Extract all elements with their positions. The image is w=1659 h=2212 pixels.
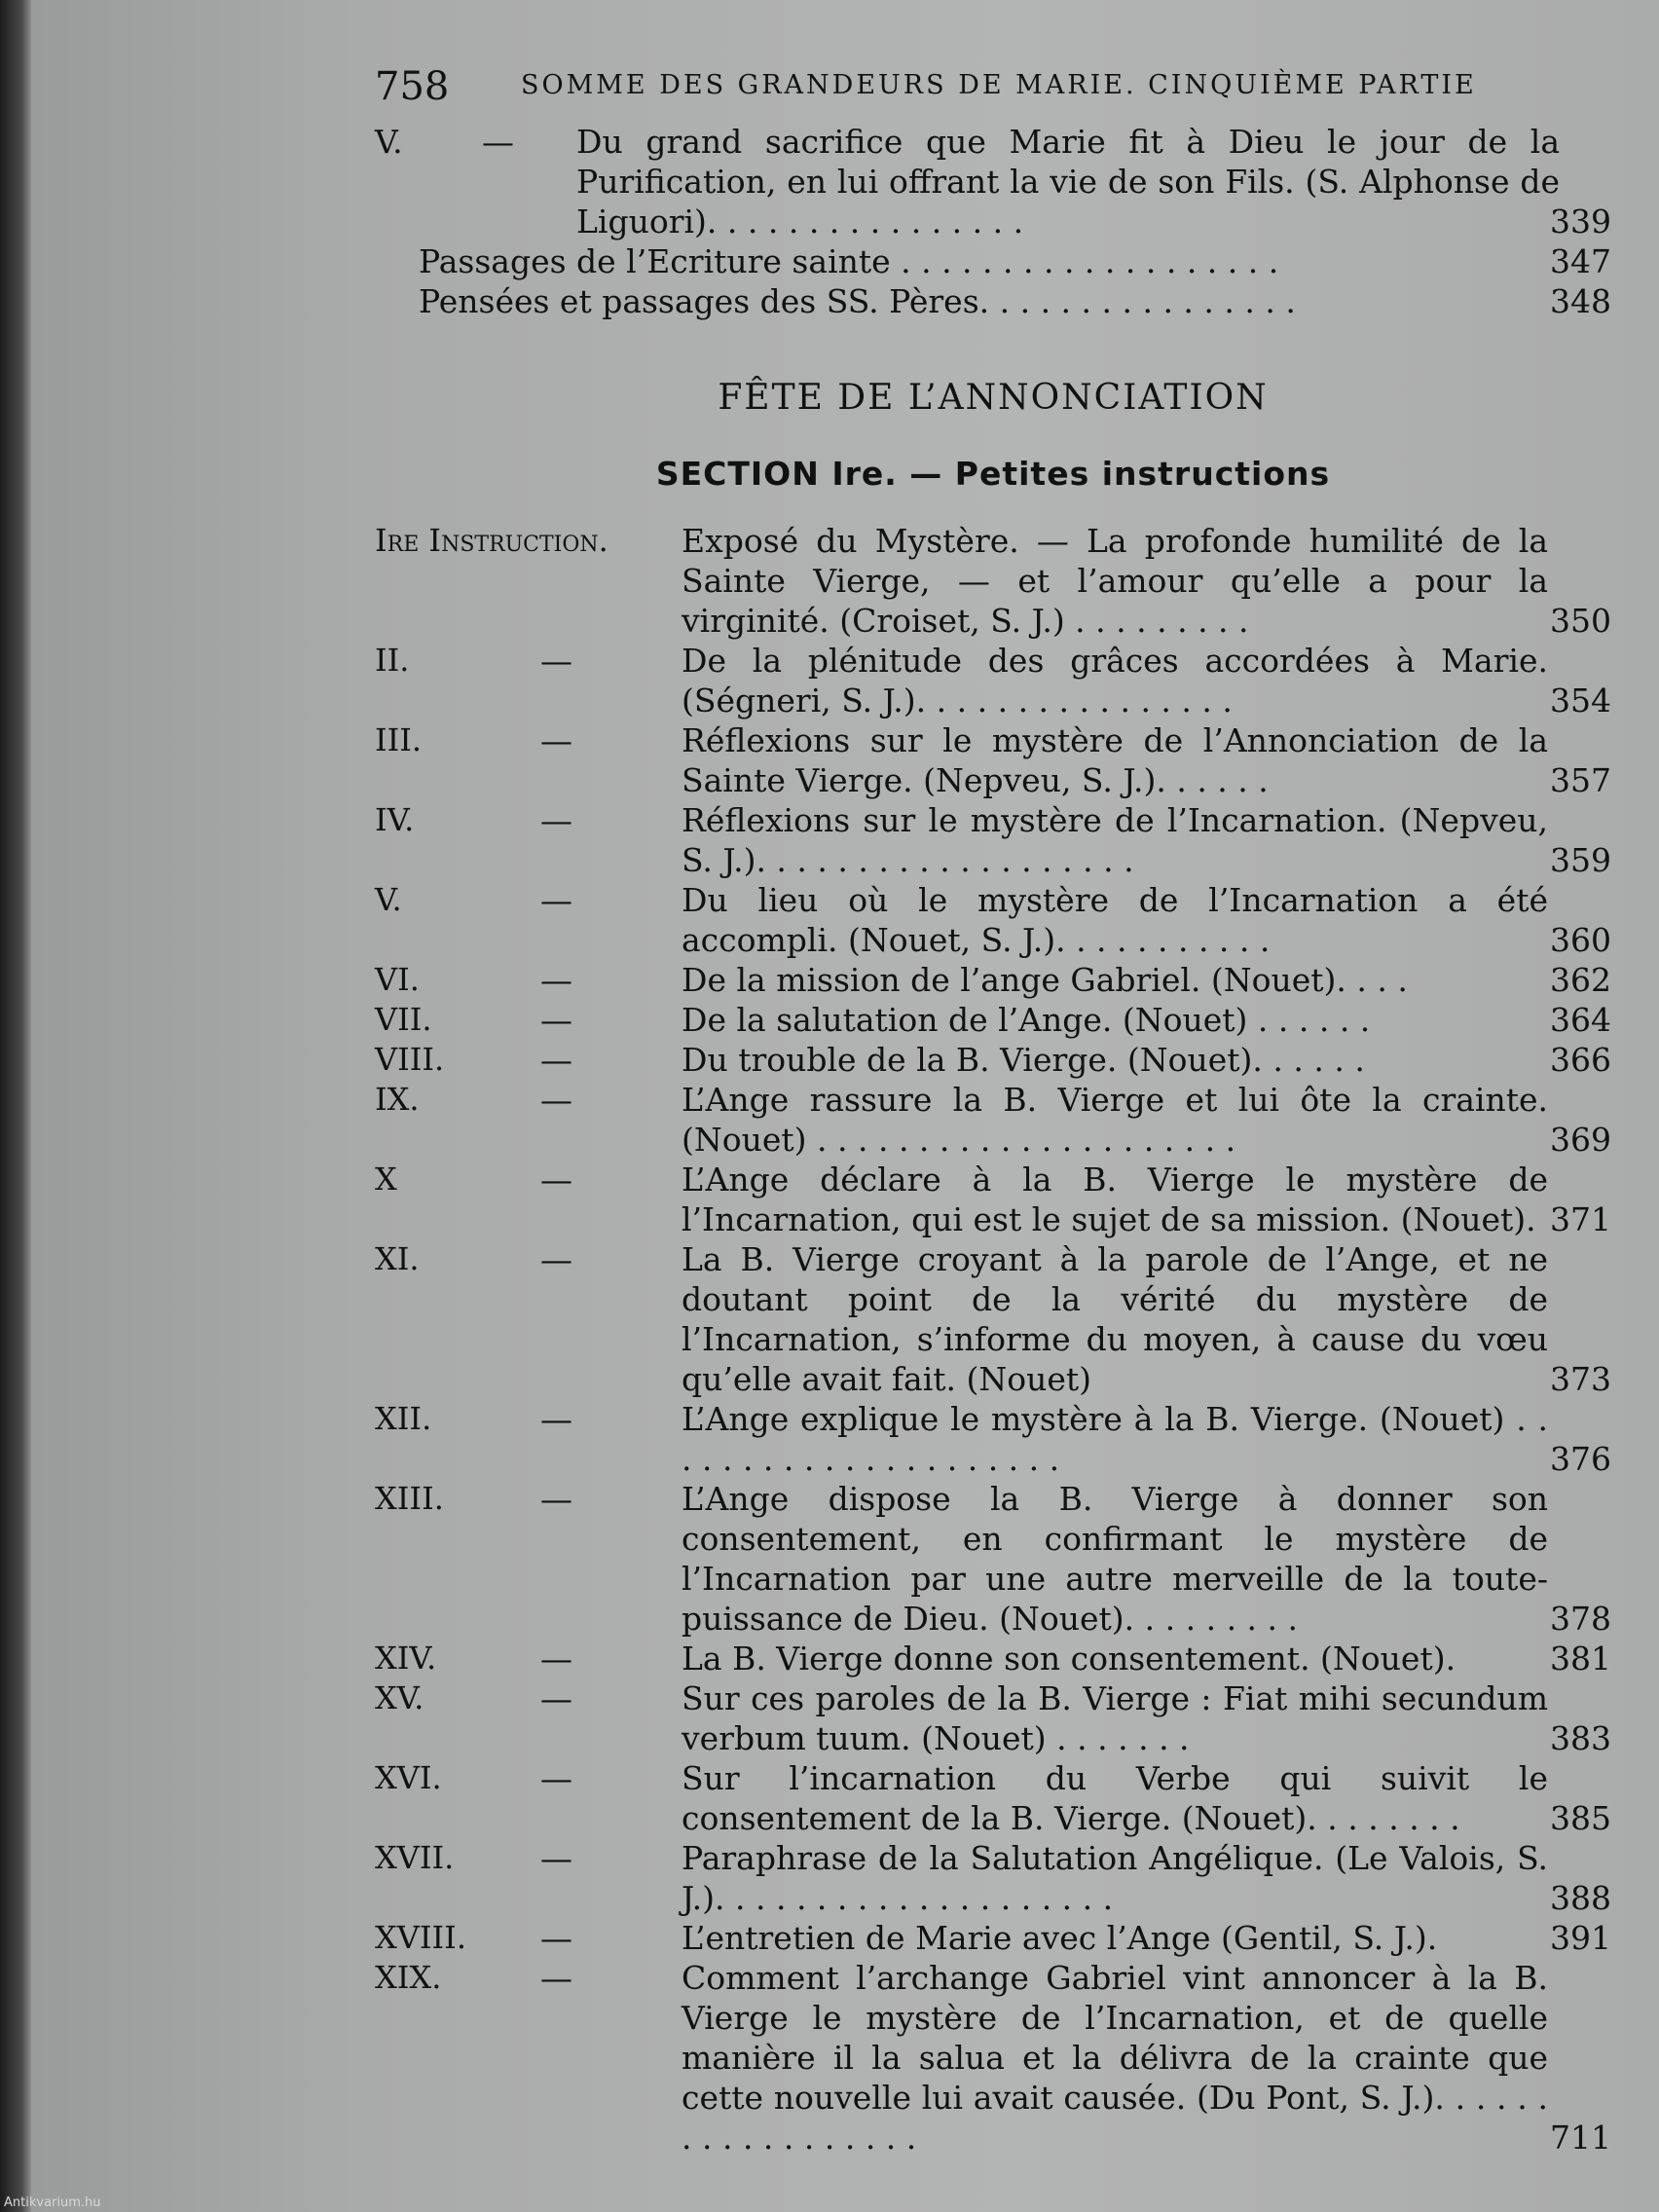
toc-line <box>375 241 1611 281</box>
entry-dash: — <box>482 123 514 161</box>
entry-number: III. <box>375 721 423 758</box>
entry-dash: — <box>540 642 572 680</box>
entry-text: De la salutation de l’Ange. (Nouet) . . . . . . <box>682 1001 1371 1039</box>
entry-text: Du trouble de la B. Vierge. (Nouet). . . . . . <box>682 1041 1365 1079</box>
entry-text: L’Ange dispose la B. Vierge à donner son consentement, en confirmant le mystère de l’Incarnation par une autre merveille de la toute-puissance de Dieu. (Nouet). . . . . . . . . <box>682 1480 1548 1638</box>
toc-line <box>375 281 1611 321</box>
entry-number: IV. <box>375 801 415 838</box>
feast-title: FÊTE DE L’ANNONCIATION <box>718 378 1269 418</box>
toc-entry <box>375 641 1611 720</box>
entry-page: 391 <box>1550 1919 1611 1957</box>
entry-number: V. <box>375 881 402 918</box>
entry-page: 373 <box>1550 1360 1611 1398</box>
entry-page: 388 <box>1550 1879 1611 1917</box>
entry-text: L’Ange explique le mystère à la B. Vierge. (Nouet) . . . . . . . . . . . . . . . . . . . . . <box>682 1400 1548 1478</box>
toc-entry <box>375 1918 1611 1958</box>
page-edge-shadow <box>0 0 31 2212</box>
entry-number: X <box>375 1161 397 1198</box>
entry-page: 385 <box>1550 1799 1611 1837</box>
toc-entry <box>375 1678 1611 1758</box>
entry-number: IX. <box>375 1081 420 1118</box>
toc-entry <box>375 1479 1611 1639</box>
toc-entry <box>375 800 1611 880</box>
entry-page: 357 <box>1550 761 1611 799</box>
toc-entry <box>375 122 1611 241</box>
toc-entry <box>375 880 1611 960</box>
entry-text: De la plénitude des grâces accordées à Marie. (Ségneri, S. J.). . . . . . . . . . . . . . . . <box>682 642 1548 719</box>
entry-dash: — <box>540 1919 572 1957</box>
entry-dash: — <box>540 721 572 759</box>
entry-text: Exposé du Mystère. — La profonde humilité de la Sainte Vierge, — et l’amour qu’elle a pour la virginité. (Croiset, S. J.) . . . . . . . . . <box>682 522 1548 640</box>
toc-entry <box>375 1239 1611 1399</box>
entry-dash: — <box>540 1081 572 1119</box>
entry-number: VI. <box>375 961 420 998</box>
entry-number: XIII. <box>375 1480 444 1517</box>
entry-text: Sur ces paroles de la B. Vierge : Fiat mihi secundum verbum tuum. (Nouet) . . . . . . . <box>682 1679 1548 1757</box>
entry-page: 354 <box>1550 682 1611 719</box>
instruction-list <box>375 521 1611 2157</box>
toc-entry <box>375 720 1611 800</box>
entry-dash: — <box>540 801 572 839</box>
entry-text: Réflexions sur le mystère de l’Annonciation de la Sainte Vierge. (Nepveu, S. J.). . . . . . <box>682 721 1548 799</box>
page-header <box>375 64 1477 123</box>
entry-number: VII. <box>375 1001 432 1038</box>
watermark: Antikvarium.hu <box>4 2195 101 2210</box>
entry-number: XVI. <box>375 1759 442 1796</box>
toc-entry <box>375 1399 1611 1479</box>
page-number: 758 <box>375 64 450 109</box>
section-heading: SECTION Ire. — Petites instructions <box>655 455 1331 493</box>
entry-dash: — <box>540 1480 572 1518</box>
entry-page: 376 <box>1550 1440 1611 1478</box>
entry-number: XVIII. <box>375 1919 466 1956</box>
entry-page: 366 <box>1550 1041 1611 1079</box>
entry-number: Ire Instruction. <box>375 522 608 559</box>
line-page: 348 <box>1550 282 1611 320</box>
entry-text: L’Ange déclare à la B. Vierge le mystère de l’Incarnation, qui est le sujet de sa mission. (Nouet). <box>682 1161 1548 1238</box>
entry-number: XV. <box>375 1679 424 1716</box>
entry-number: XII. <box>375 1400 432 1437</box>
entry-dash: — <box>540 1759 572 1797</box>
entry-number: XI. <box>375 1240 420 1277</box>
entry-text: Du grand sacrifice que Marie fit à Dieu le jour de la Purification, en lui offrant la vie de son Fils. (S. Alphonse de Liguori). . . . . . . . . . . . . . . . <box>576 123 1560 240</box>
line-page: 347 <box>1550 242 1611 280</box>
entry-page: 378 <box>1550 1600 1611 1638</box>
entry-dash: — <box>540 1041 572 1079</box>
entry-text: Comment l’archange Gabriel vint annoncer à la B. Vierge le mystère de l’Incarnation, et de quelle manière il la salua et la délivra de la crainte que cette nouvelle lui avait causée. (Du Pont, S. J.). . . . . . . . . . . . . . . . . . <box>682 1959 1548 2157</box>
entry-dash: — <box>540 1400 572 1438</box>
entry-page: 364 <box>1550 1001 1611 1039</box>
running-title: SOMME DES GRANDEURS DE MARIE. CINQUIÈME PARTIE <box>521 70 1477 100</box>
top-entries <box>375 122 1611 321</box>
entry-number: V. <box>375 123 403 161</box>
entry-page: 369 <box>1550 1121 1611 1159</box>
entry-page: 359 <box>1550 841 1611 879</box>
entry-text: Réflexions sur le mystère de l’Incarnation. (Nepveu, S. J.). . . . . . . . . . . . . . . . . . . <box>682 801 1548 879</box>
entry-page: 350 <box>1550 602 1611 640</box>
toc-entry <box>375 1838 1611 1918</box>
entry-text: La B. Vierge croyant à la parole de l’Ange, et ne doutant point de la vérité du mystère de l’Incarnation, s’informe du moyen, à cause du vœu qu’elle avait fait. (Nouet) <box>682 1240 1548 1398</box>
entry-page: 381 <box>1550 1640 1611 1677</box>
entry-dash: — <box>540 1959 572 1997</box>
line-text: Passages de l’Ecriture sainte . . . . . . . . . . . . . . . . . . . <box>419 242 1279 280</box>
entry-page: 383 <box>1550 1719 1611 1757</box>
entry-dash: — <box>540 1640 572 1677</box>
entry-text: L’Ange rassure la B. Vierge et lui ôte la crainte. (Nouet) . . . . . . . . . . . . . . . . . . . . . <box>682 1081 1548 1159</box>
toc-entry <box>375 1000 1611 1040</box>
entry-dash: — <box>540 1240 572 1278</box>
toc-entry <box>375 1080 1611 1160</box>
entry-text: Du lieu où le mystère de l’Incarnation a été accompli. (Nouet, S. J.). . . . . . . . . . . <box>682 881 1548 959</box>
entry-dash: — <box>540 1839 572 1877</box>
entry-text: De la mission de l’ange Gabriel. (Nouet). . . . <box>682 961 1408 999</box>
toc-entry <box>375 1160 1611 1239</box>
entry-dash: — <box>540 1161 572 1198</box>
toc-entry <box>375 1639 1611 1678</box>
entry-page: 339 <box>1550 203 1611 240</box>
entry-page: 371 <box>1550 1200 1611 1238</box>
entry-number: XIX. <box>375 1959 442 1996</box>
entry-text: L’entretien de Marie avec l’Ange (Gentil, S. J.). <box>682 1919 1438 1957</box>
toc-entry <box>375 1758 1611 1838</box>
toc-entry <box>375 1040 1611 1080</box>
entry-page: 360 <box>1550 921 1611 959</box>
entry-number: II. <box>375 642 410 679</box>
entry-page: 362 <box>1550 961 1611 999</box>
entry-text: La B. Vierge donne son consentement. (Nouet). <box>682 1640 1456 1677</box>
entry-dash: — <box>540 961 572 999</box>
toc-entry <box>375 960 1611 1000</box>
toc-entry <box>375 1958 1611 2157</box>
entry-text: Paraphrase de la Salutation Angélique. (Le Valois, S. J.). . . . . . . . . . . . . . . . . . . . <box>682 1839 1548 1917</box>
entry-dash: — <box>540 881 572 919</box>
entry-dash: — <box>540 1001 572 1039</box>
entry-dash: — <box>540 1679 572 1717</box>
entry-number: XIV. <box>375 1640 437 1677</box>
line-text: Pensées et passages des SS. Pères. . . . . . . . . . . . . . . . <box>419 282 1296 320</box>
toc-entry <box>375 521 1611 641</box>
entry-number: XVII. <box>375 1839 455 1876</box>
entry-text: Sur l’incarnation du Verbe qui suivit le consentement de la B. Vierge. (Nouet). . . . . . . . <box>682 1759 1548 1837</box>
entry-page: 711 <box>1550 2119 1611 2157</box>
entry-number: VIII. <box>375 1041 445 1078</box>
